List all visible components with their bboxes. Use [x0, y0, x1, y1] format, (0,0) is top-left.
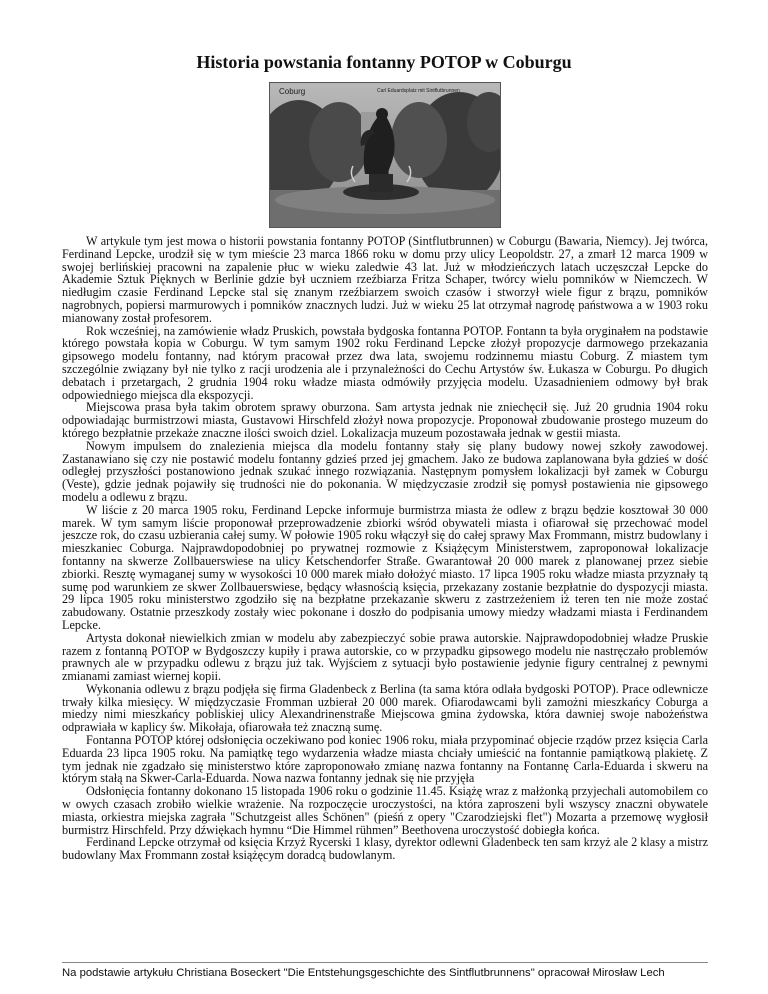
article-body [62, 235, 708, 862]
paragraph: Rok wcześniej, na zamówienie władz Pruskich, powstała bydgoska fontanna POTOP. Fontann ta była oryginałem na podstawie którego powstała kopia w Coburgu. W tym samym 1902 roku Ferdinand Lepcke złożył propozycje darmowego przekazania gipsowego modelu fontanny, nad którym pracował przez dwa lata, swojemu rodzinnemu miastu Coburg. Z miastem tym szczególnie związany był nie tylko z racji urodzenia ale i przynależności do Cechu Artystów św. Łukasza w Coburgu. Po długich debatach i przetargach, 2 grudnia 1904 roku władze miasta odmówiły przyjęcia modelu. Uzasadnieniem odmowy był brak odpowiedniego miejsca dla ekspozycji. [62, 323, 708, 402]
paragraph: Artysta dokonał niewielkich zmian w modelu aby zabezpieczyć sobie prawa autorskie. Najprawdopodobniej władze Pruskie razem z fontanną POTOP w Bydgoszczy kupiły i prawa autorskie, co w przypadku gipsowego modelu nie nastręczało problemów prawnych ale w przypadku odlewu z brązu już tak. Wyjściem z sytuacji było postawienie jedynie figury centralnej z pewnymi zmianami zamiast wiernej kopii. [62, 630, 708, 684]
photo-caption: Carl Eduardsplatz mit Sintflutbrunnen [377, 88, 460, 94]
paragraph: Nowym impulsem do znalezienia miejsca dla modelu fontanny stały się plany budowy nowej szkoły zawodowej. Zastanawiano się czy nie postawić modelu fontanny gdzieś przed jej gmachem. Jako ze budowa zaplanowana była gdzieś w dość odległej przyszłości postanowiono jednak szukać innego rozwiązania. Następnym pomysłem lokalizacji był zamek w Coburgu (Veste), gdzie jednak pojawiły się trudności nie do pokonania. W międzyczasie zrodził się pomysł postawienia nie gipsowego modelu a odlewu z brązu. [62, 438, 708, 504]
paragraph: Miejscowa prasa była takim obrotem sprawy oburzona. Sam artysta jednak nie zniechęcił się. Już 20 grudnia 1904 roku odpowiadając burmistrzowi miasta, Gustavowi Hirschfeld złożył nowa propozycje. Proponował zbudowanie prostego muzeum do którego bezpłatnie przekaże znaczne ilości swoich dziel. Lokalizacja muzeum pozostawała jednak w gestii miasta. [62, 400, 708, 440]
paragraph: W liście z 20 marca 1905 roku, Ferdinand Lepcke informuje burmistrza miasta że odlew z brązu będzie kosztował 30 000 marek. W tym samym liście proponował przeprowadzenie zbiorki wśród obywateli miasta i ofiarował się przechować model jeszcze rok, do czasu uzbierania całej sumy. W połowie 1905 roku włączył się do całej sprawy Max Frommann, mistrz budowlany i mieszkaniec Coburga. Najprawdopodobniej po prywatnej rozmowie z Książęcym Ministerstwem, zaproponował lokalizacje fontanny na skwerze Zollbauerswiese na ulicy Ketschendorfer Straße. Gwarantował 20 000 marek z planowanej przez siebie zbiorki. Resztę wymaganej sumy w wysokości 10 000 marek miało dołożyć miasto. 17 lipca 1905 roku władze miasta przyznały tą sumę pod warunkiem ze skwer Zollbauerswiese, będący własnością księcia, przekazany zostanie bezpłatnie do dyspozycji miasta. 29 lipca 1905 roku ministerstwo zgodziło się na bezpłatne przekazanie skweru z zastrzeżeniem iż teren ten nie może zostać zabudowany. Ostatnie przeszkody zostały wiec pokonane i doszło do podpisania umowy miedzy władzami miasta i Ferdinandem Lepcke. [62, 502, 708, 632]
photo-city-label: Coburg [279, 87, 306, 96]
paragraph: Wykonania odlewu z brązu podjęła się firma Gladenbeck z Berlina (ta sama która odlała bydgoski POTOP). Prace odlewnicze trwały kilka miesięcy. W międzyczasie Fromman uzbierał 20 000 marek. Ofiarodawcami byli zamożni mieszkańcy Coburga a miedzy nimi mieszkańcy pobliskiej ulicy Alexandrinenstraße Miejscowa gmina żydowska, która dawniej swoje nabożeństwa odprawiała w kaplicy św. Mikołaja, ofiarowała też znaczną sumę. [62, 681, 708, 735]
fountain-postcard-photo [269, 82, 501, 228]
paragraph: Ferdinand Lepcke otrzymał od księcia Krzyż Rycerski 1 klasy, dyrektor odlewni Gladenbeck ten sam krzyż ale 2 klasy a mistrz budowlany Max Frommann został książęcym doradcą budowlanym. [62, 835, 708, 863]
paragraph: Odsłonięcia fontanny dokonano 15 listopada 1906 roku o godzinie 11.45. Książę wraz z małżonką przyjechali automobilem co w owych czasach zrobiło wielkie wrażenie. Na rozpoczęcie uroczystości, na która zaproszeni byli wszyscy znaczni obywatele miasta, orkiestra miejska zagrała "Schutzgeist alles Schönen" (pieśń z opery "Czarodziejski flet") Mozarta a przemowę wygłosił burmistrz Hirschfeld. Przy dźwiękach hymnu “Die Himmel rühmen” Beethovena uroczystość dobiegła końca. [62, 784, 708, 837]
paragraph: Fontanna POTOP której odsłonięcia oczekiwano pod koniec 1906 roku, miała przypominać objecie rządów przez księcia Carla Eduarda 23 lipca 1905 roku. Na pamiątkę tego wydarzenia władze miasta chciały umieścić na fontannie pamiątkową plakietę. Z tym jednak nie zgadzało się ministerstwo które zaproponowało zmianę nazwa fontanny na Fontannę Carla-Eduarda i skweru na którym stałą na Skwer-Carla-Eduarda. Nowa nazwa fontanny jednak się nie przyjęła [62, 733, 708, 786]
paragraph: W artykule tym jest mowa o historii powstania fontanny POTOP (Sintflutbrunnen) w Coburgu (Bawaria, Niemcy). Jej twórca, Ferdinand Lepcke, urodził się w tym mieście 23 marca 1866 roku w domu przy ulicy Leopoldstr. 27, a zmarł 12 marca 1909 w swojej berlińskiej pracowni na zapalenie płuc w wieku zaledwie 43 lat. Już w młodzieńczych latach uczęszczał Lepcke do Akademie Sztuk Pięknych w Berlinie gdzie był uczniem rzeźbiarza Fritza Schaper, twórcy wielu pomników w Niemczech. W niedługim czasie Ferdinand Lepcke stal się znanym rzeźbiarzem swoich czasów i stworzył wiele figur z brązu, pomników nagrobnych, popiersi marmurowych i pomników znacznych ludzi. Już w wieku 25 lat otrzymał nagrodę państwowa a w 1903 roku mianowany został profesorem. [62, 234, 708, 325]
fountain-illustration [269, 82, 501, 228]
page-title: Historia powstania fontanny POTOP w Coburgu [196, 52, 572, 72]
footer-credit: Na podstawie artykułu Christiana Boseckert "Die Entstehungsgeschichte des Sintflutbrunnens" opracował Mirosław Lech [62, 967, 665, 979]
footer-divider [62, 962, 708, 963]
